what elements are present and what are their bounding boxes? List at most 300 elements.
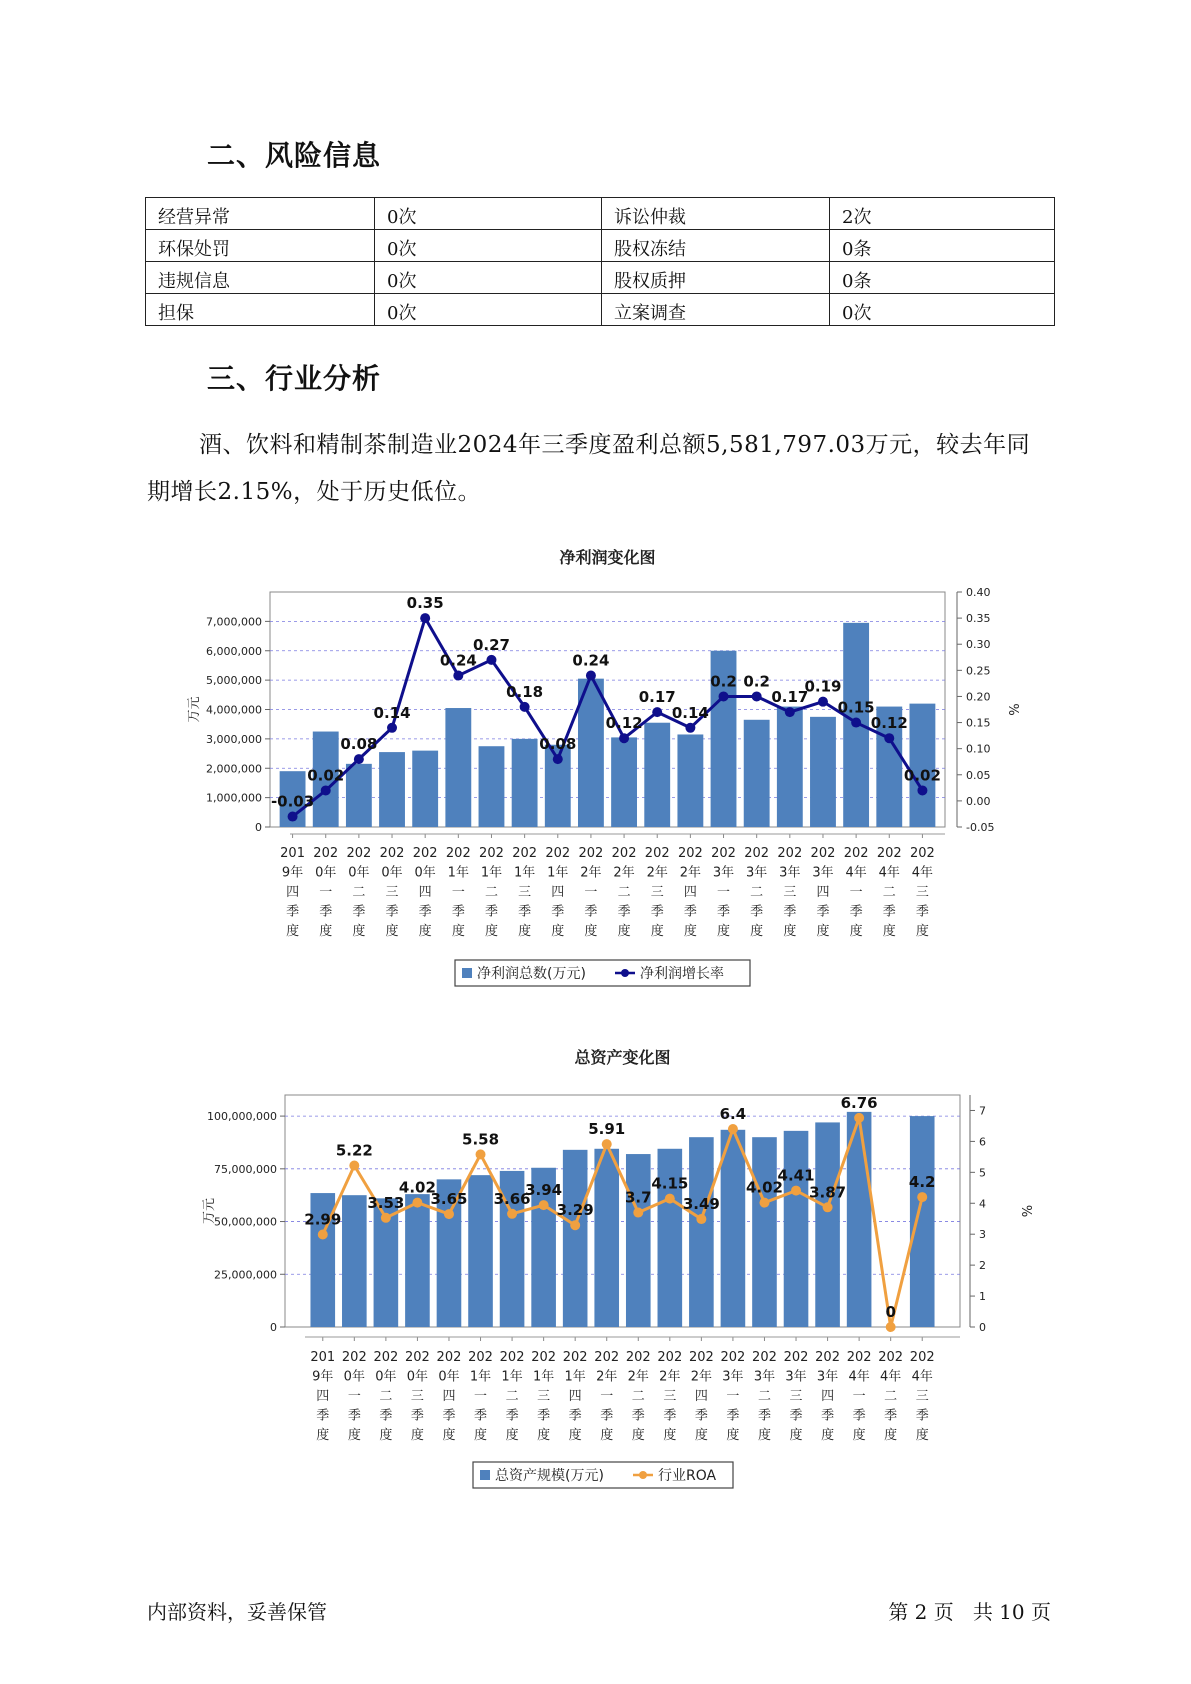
data-label: 5.22	[335, 1141, 373, 1160]
x-tick-label: 四	[694, 1389, 708, 1404]
x-tick-label: 4年	[845, 865, 867, 881]
legend-line-marker	[621, 969, 629, 977]
x-tick-label: 季	[319, 904, 333, 920]
x-tick-label: 202	[512, 846, 538, 861]
x-tick-label: 季	[915, 904, 929, 920]
data-label: 0.24	[572, 651, 610, 670]
table-cell: 0次	[830, 294, 1055, 326]
x-tick-label: 202	[644, 846, 670, 861]
y2-tick-label: 0.10	[966, 742, 991, 756]
x-tick-label: 0年	[348, 865, 370, 881]
x-tick-label: 度	[442, 1428, 456, 1443]
x-tick-label: 3年	[785, 1369, 807, 1385]
x-tick-label: 度	[821, 1428, 835, 1443]
bar	[644, 723, 670, 827]
x-tick-label: 一	[347, 1389, 361, 1404]
data-label: 4.02	[398, 1178, 436, 1197]
line-point	[539, 1200, 549, 1210]
data-label: 3.29	[556, 1201, 594, 1220]
data-label: 3.53	[367, 1193, 405, 1212]
data-label: 4.2	[908, 1173, 936, 1192]
x-tick-label: 202	[876, 846, 902, 861]
x-tick-label: 度	[551, 924, 565, 939]
x-tick-label: 度	[319, 924, 333, 939]
x-tick-label: 度	[505, 1428, 519, 1443]
line-point	[917, 785, 927, 795]
x-tick-label: 度	[789, 1428, 803, 1443]
bar	[752, 1137, 777, 1327]
x-tick-label: 0年	[406, 1369, 429, 1385]
x-tick-label: 度	[852, 1428, 866, 1443]
table-row	[146, 230, 1055, 262]
x-tick-label: 2年	[659, 1369, 681, 1385]
data-label: 3.7	[624, 1188, 652, 1207]
x-tick-label: 3年	[812, 865, 834, 881]
legend-line-label: 净利润增长率	[640, 966, 724, 982]
line-point	[586, 671, 596, 681]
x-tick-label: 度	[750, 924, 764, 939]
x-tick-label: 四	[316, 1389, 330, 1404]
line-point	[349, 1161, 359, 1171]
x-tick-label: 四	[286, 885, 300, 900]
y2-tick-label: 6	[979, 1135, 986, 1149]
x-tick-label: 2年	[690, 1369, 713, 1385]
data-label: 0.17	[771, 688, 809, 707]
line-point	[619, 733, 629, 743]
line-point	[696, 1214, 706, 1224]
x-tick-label: 一	[451, 885, 465, 900]
table-cell: 股权冻结	[602, 230, 830, 262]
x-tick-label: 202	[611, 846, 637, 861]
x-tick-label: 三	[915, 885, 929, 900]
x-tick-label: 四	[442, 1389, 456, 1404]
x-tick-label: 3年	[746, 865, 768, 881]
x-tick-label: 度	[717, 924, 731, 939]
x-tick-label: 二	[750, 885, 764, 900]
x-tick-label: 四	[683, 885, 697, 900]
line-point	[752, 691, 762, 701]
y-tick-label: 0	[270, 1321, 277, 1334]
x-tick-label: 季	[600, 1408, 614, 1424]
x-tick-label: 202	[379, 846, 405, 861]
x-tick-label: 二	[884, 1389, 898, 1404]
data-label: 0.12	[870, 714, 908, 733]
x-tick-label: 202	[843, 846, 869, 861]
x-tick-label: 一	[852, 1389, 866, 1404]
table-cell: 0次	[375, 262, 602, 294]
x-tick-label: 0年	[438, 1369, 460, 1385]
x-tick-label: 1年	[501, 1369, 523, 1385]
bar	[777, 707, 803, 827]
table-cell: 股权质押	[602, 262, 830, 294]
line-point	[381, 1213, 391, 1223]
x-tick-label: 度	[816, 924, 830, 939]
risk-info-table	[145, 197, 1055, 326]
x-tick-label: 季	[286, 904, 300, 920]
line-point	[321, 785, 331, 795]
y2-tick-label: 0.05	[966, 768, 991, 782]
data-label: 0.2	[710, 672, 737, 691]
y-axis-label: 万元	[202, 1197, 217, 1225]
x-tick-label: 度	[352, 924, 366, 939]
x-tick-label: 202	[720, 1350, 746, 1365]
x-tick-label: 度	[757, 1428, 771, 1443]
line-point	[917, 1192, 927, 1202]
x-tick-label: 3年	[712, 865, 735, 881]
table-cell: 担保	[146, 294, 375, 326]
x-tick-label: 1年	[564, 1369, 586, 1385]
x-tick-label: 度	[518, 924, 532, 939]
page-number: 第 2 页 共 10 页	[888, 1600, 1051, 1624]
x-tick-label: 二	[882, 885, 896, 900]
line-point	[854, 1113, 864, 1123]
x-tick-label: 度	[915, 1428, 929, 1443]
table-cell: 2次	[830, 198, 1055, 230]
x-tick-label: 季	[617, 904, 631, 920]
bar	[563, 1150, 588, 1327]
table-row	[146, 198, 1055, 230]
x-tick-label: 202	[531, 1350, 557, 1365]
line-point	[387, 723, 397, 733]
data-label: 3.49	[682, 1195, 720, 1214]
x-tick-label: 度	[286, 924, 300, 939]
y-tick-label: 7,000,000	[206, 615, 262, 629]
x-tick-label: 度	[584, 924, 598, 939]
x-tick-label: 202	[436, 1350, 462, 1365]
y2-tick-label: 0.40	[966, 586, 991, 599]
bar	[445, 708, 471, 827]
x-tick-label: 1年	[480, 865, 503, 881]
x-tick-label: 一	[726, 1389, 740, 1404]
x-tick-label: 202	[578, 846, 604, 861]
x-tick-label: 度	[347, 1428, 361, 1443]
bar	[346, 764, 372, 827]
x-tick-label: 0年	[381, 865, 403, 881]
data-label: 4.02	[745, 1178, 783, 1197]
x-tick-label: 201	[280, 846, 305, 861]
data-label: 0.24	[439, 651, 477, 670]
x-tick-label: 202	[373, 1350, 399, 1365]
y-tick-label: 75,000,000	[214, 1162, 277, 1176]
y2-tick-label: 0.20	[966, 690, 991, 704]
data-label: 0.14	[373, 703, 411, 722]
bar	[689, 1137, 714, 1327]
x-tick-label: 度	[683, 924, 697, 939]
line-point	[851, 718, 861, 728]
data-label: 0.18	[506, 682, 544, 701]
y-tick-label: 6,000,000	[206, 644, 262, 658]
x-tick-label: 202	[479, 846, 504, 861]
x-tick-label: 一	[849, 885, 863, 900]
x-tick-label: 4年	[848, 1369, 870, 1385]
x-tick-label: 202	[846, 1350, 872, 1365]
data-label: 0.14	[671, 703, 709, 722]
chart-title: 净利润变化图	[559, 548, 656, 567]
line-point	[759, 1198, 769, 1208]
x-tick-label: 季	[650, 904, 664, 920]
x-tick-label: 季	[849, 904, 863, 920]
data-label: -0.03	[270, 792, 315, 811]
x-tick-label: 季	[474, 1408, 488, 1424]
x-tick-label: 1年	[469, 1369, 492, 1385]
x-tick-label: 季	[631, 1408, 645, 1424]
data-label: 0.27	[472, 635, 510, 654]
x-tick-label: 度	[316, 1428, 330, 1443]
x-tick-label: 度	[484, 924, 498, 939]
x-tick-label: 度	[849, 924, 863, 939]
x-tick-label: 202	[711, 846, 736, 861]
line-point	[420, 613, 430, 623]
x-tick-label: 度	[663, 1428, 677, 1443]
x-tick-label: 4年	[911, 1369, 933, 1385]
y2-axis-label: %	[1005, 703, 1020, 716]
y-tick-label: 100,000,000	[207, 1110, 277, 1124]
line-point	[665, 1194, 675, 1204]
data-label: 0.12	[605, 714, 643, 733]
x-tick-label: 季	[821, 1408, 835, 1424]
y-tick-label: 25,000,000	[214, 1268, 277, 1282]
x-tick-label: 三	[518, 885, 532, 900]
line-point	[823, 1202, 833, 1212]
table-cell: 0次	[375, 230, 602, 262]
y2-tick-label: 2	[979, 1259, 986, 1273]
x-tick-label: 三	[663, 1389, 677, 1404]
x-tick-label: 季	[884, 1408, 898, 1424]
x-tick-label: 202	[412, 846, 438, 861]
data-label: 0.17	[638, 688, 676, 707]
x-tick-label: 季	[505, 1408, 519, 1424]
y2-tick-label: 0	[979, 1321, 986, 1334]
legend-line-label: 行业ROA	[658, 1468, 717, 1484]
y2-tick-label: 0.30	[966, 638, 991, 652]
table-cell: 立案调查	[602, 294, 830, 326]
bar	[379, 752, 405, 827]
x-tick-label: 二	[757, 1389, 771, 1404]
x-tick-label: 二	[352, 885, 366, 900]
table-cell: 诉讼仲裁	[602, 198, 830, 230]
line-point	[791, 1186, 801, 1196]
x-tick-label: 度	[617, 924, 631, 939]
x-tick-label: 度	[783, 924, 797, 939]
x-tick-label: 0年	[414, 865, 436, 881]
data-label: 0.02	[903, 766, 941, 785]
x-tick-label: 三	[385, 885, 399, 900]
x-tick-label: 季	[316, 1408, 330, 1424]
x-tick-label: 季	[484, 904, 498, 920]
x-tick-label: 四	[821, 1389, 835, 1404]
legend-bar-label: 净利润总数(万元)	[477, 966, 586, 982]
x-tick-label: 季	[915, 1408, 929, 1424]
x-tick-label: 季	[694, 1408, 708, 1424]
y2-tick-label: 0.25	[966, 664, 991, 678]
y-tick-label: 0	[255, 821, 262, 834]
x-tick-label: 3年	[753, 1369, 776, 1385]
table-cell: 0次	[375, 198, 602, 230]
data-label: 0.19	[804, 677, 842, 696]
table-row	[146, 294, 1055, 326]
line-point	[453, 671, 463, 681]
x-tick-label: 202	[752, 1350, 777, 1365]
x-tick-label: 1年	[547, 865, 569, 881]
line-point	[412, 1198, 422, 1208]
x-tick-label: 202	[625, 1350, 651, 1365]
x-tick-label: 季	[568, 1408, 582, 1424]
x-tick-label: 季	[852, 1408, 866, 1424]
bar	[626, 1154, 651, 1327]
legend-bar-swatch	[480, 1470, 490, 1480]
bar	[611, 737, 637, 827]
x-tick-label: 三	[410, 1389, 424, 1404]
line-point	[444, 1209, 454, 1219]
x-tick-label: 二	[617, 885, 631, 900]
x-tick-label: 2年	[627, 1369, 649, 1385]
x-tick-label: 季	[385, 904, 399, 920]
line-point	[520, 702, 530, 712]
x-tick-label: 季	[352, 904, 366, 920]
data-label: 3.87	[809, 1183, 847, 1202]
bar	[815, 1122, 840, 1327]
x-tick-label: 度	[451, 924, 465, 939]
x-tick-label: 季	[663, 1408, 677, 1424]
x-tick-label: 一	[600, 1389, 614, 1404]
x-tick-label: 度	[726, 1428, 740, 1443]
x-tick-label: 1年	[532, 1369, 555, 1385]
x-tick-label: 0年	[315, 865, 337, 881]
x-tick-label: 202	[545, 846, 571, 861]
x-tick-label: 2年	[613, 865, 635, 881]
line-point	[602, 1139, 612, 1149]
x-tick-label: 202	[744, 846, 770, 861]
y2-tick-label: 5	[979, 1166, 986, 1180]
y2-tick-label: 0.00	[966, 794, 991, 808]
y-tick-label: 3,000,000	[206, 732, 262, 746]
data-label: 4.41	[777, 1166, 815, 1185]
x-tick-label: 三	[537, 1389, 551, 1404]
bar	[910, 1116, 935, 1327]
x-tick-label: 季	[551, 904, 565, 920]
line-point	[818, 697, 828, 707]
x-tick-label: 二	[631, 1389, 645, 1404]
x-tick-label: 三	[915, 1389, 929, 1404]
x-tick-label: 3年	[779, 865, 801, 881]
x-tick-label: 二	[505, 1389, 519, 1404]
x-tick-label: 3年	[722, 1369, 744, 1385]
x-tick-label: 季	[518, 904, 532, 920]
paragraph-text: 酒、饮料和精制茶制造业2024年三季度盈利总额5,581,797.03万元，较去年同期增长2.15%，处于历史低位。	[147, 432, 1031, 505]
data-label: 0.02	[307, 766, 345, 785]
industry-summary-paragraph	[147, 422, 1047, 516]
x-tick-label: 一	[717, 885, 731, 900]
x-tick-label: 季	[789, 1408, 803, 1424]
bar	[909, 704, 935, 827]
table-cell: 0条	[830, 230, 1055, 262]
x-tick-label: 2年	[596, 1369, 618, 1385]
x-tick-label: 季	[750, 904, 764, 920]
bar	[412, 751, 438, 827]
y2-tick-label: 0.35	[966, 612, 991, 626]
x-tick-label: 度	[694, 1428, 708, 1443]
x-tick-label: 202	[910, 846, 935, 861]
x-tick-label: 季	[347, 1408, 361, 1424]
x-tick-label: 202	[677, 846, 703, 861]
bar	[512, 739, 538, 827]
x-tick-label: 度	[474, 1428, 488, 1443]
x-tick-label: 度	[418, 924, 432, 939]
line-point	[633, 1208, 643, 1218]
y-tick-label: 50,000,000	[214, 1215, 277, 1229]
bar	[810, 717, 836, 827]
x-tick-label: 季	[410, 1408, 424, 1424]
net-profit-chart	[0, 540, 1191, 1010]
x-tick-label: 4年	[880, 1369, 902, 1385]
x-tick-label: 202	[657, 1350, 683, 1365]
x-tick-label: 度	[915, 924, 929, 939]
x-tick-label: 度	[600, 1428, 614, 1443]
line-point	[318, 1230, 328, 1240]
data-label: 6.4	[719, 1105, 747, 1124]
bar	[479, 746, 505, 827]
data-label: 2.99	[304, 1210, 342, 1229]
data-label: 0.35	[406, 594, 444, 613]
data-label: 0.15	[837, 698, 875, 717]
x-tick-label: 季	[379, 1408, 393, 1424]
x-tick-label: 一	[474, 1389, 488, 1404]
data-label: 3.94	[525, 1181, 563, 1200]
x-tick-label: 三	[789, 1389, 803, 1404]
table-cell: 违规信息	[146, 262, 375, 294]
x-tick-label: 二	[379, 1389, 393, 1404]
bar	[721, 1130, 746, 1327]
line-point	[486, 655, 496, 665]
x-tick-label: 0年	[375, 1369, 397, 1385]
line-point	[719, 691, 729, 701]
line-point	[288, 812, 298, 822]
x-tick-label: 1年	[513, 865, 536, 881]
y-tick-label: 1,000,000	[206, 791, 262, 805]
x-tick-label: 202	[405, 1350, 430, 1365]
x-tick-label: 202	[499, 1350, 525, 1365]
x-tick-label: 四	[418, 885, 432, 900]
x-tick-label: 度	[631, 1428, 645, 1443]
line-point	[476, 1149, 486, 1159]
x-tick-label: 3年	[816, 1369, 839, 1385]
x-tick-label: 202	[346, 846, 372, 861]
line-point	[728, 1124, 738, 1134]
legend-line-marker	[639, 1471, 647, 1479]
x-tick-label: 一	[584, 885, 598, 900]
line-point	[785, 707, 795, 717]
footer-note: 内部资料，妥善保管	[147, 1600, 327, 1624]
section-title-industry: 三、行业分析	[207, 362, 382, 395]
data-label: 4.15	[651, 1174, 689, 1193]
x-tick-label: 202	[594, 1350, 620, 1365]
x-tick-label: 度	[410, 1428, 424, 1443]
x-tick-label: 9年	[281, 865, 304, 881]
line-point	[685, 723, 695, 733]
x-tick-label: 度	[568, 1428, 582, 1443]
x-tick-label: 202	[562, 1350, 588, 1365]
x-tick-label: 2年	[679, 865, 702, 881]
bar	[405, 1194, 430, 1327]
data-label: 3.66	[493, 1189, 531, 1208]
x-tick-label: 季	[442, 1408, 456, 1424]
bar	[784, 1131, 809, 1327]
line-point	[354, 754, 364, 764]
x-tick-label: 202	[445, 846, 471, 861]
x-tick-label: 202	[341, 1350, 367, 1365]
x-tick-label: 季	[882, 904, 896, 920]
x-tick-label: 三	[650, 885, 664, 900]
